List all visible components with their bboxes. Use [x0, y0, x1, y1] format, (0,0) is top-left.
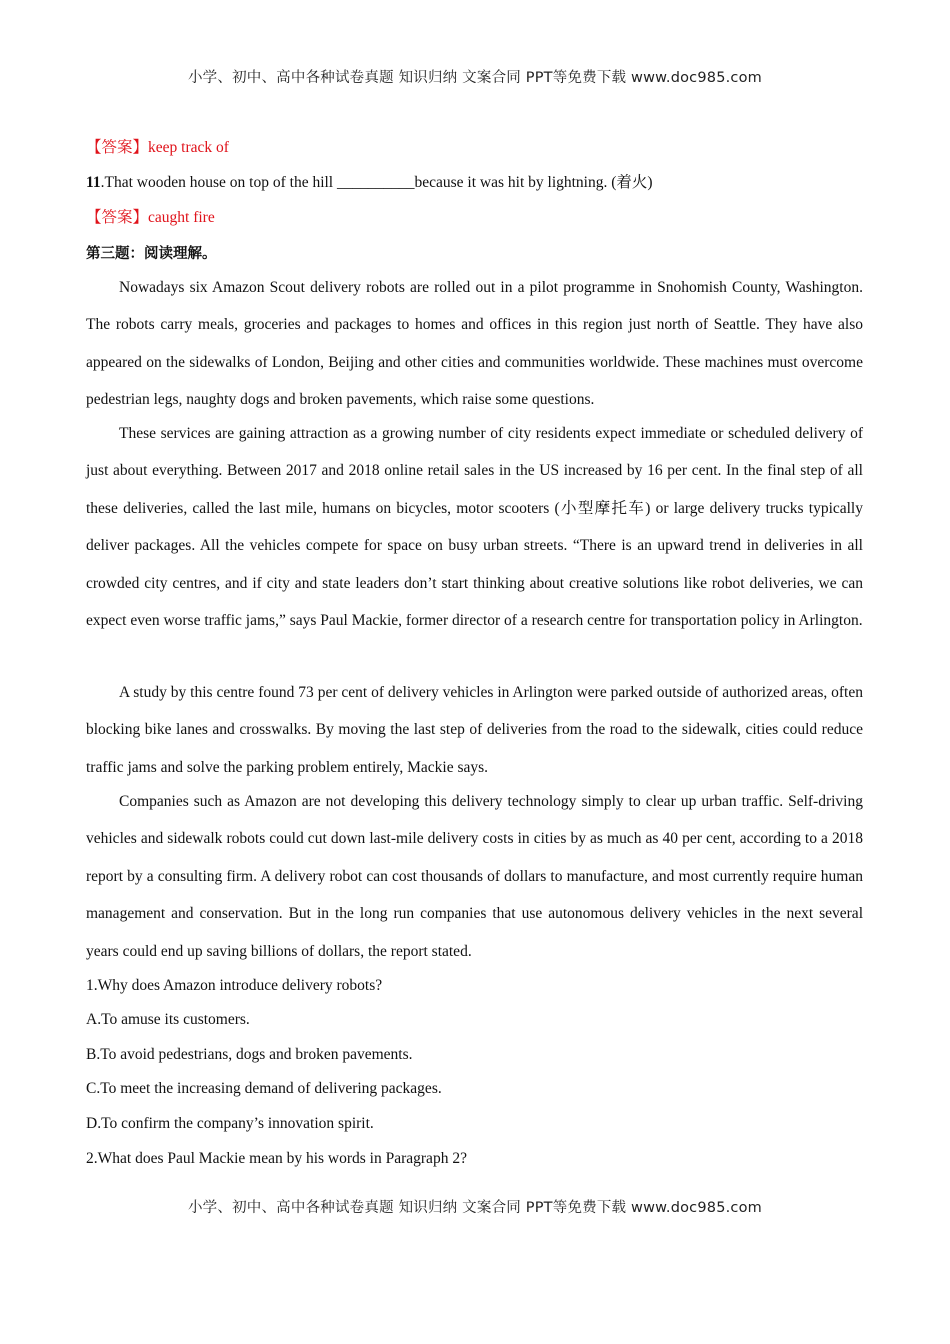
- answer-label: 【答案】: [86, 209, 149, 226]
- question-1-option-a: A.To amuse its customers.: [86, 1011, 250, 1028]
- passage-paragraph-3: A study by this centre found 73 per cent of delivery vehicles in Arlington were parked outside of authorized areas, often blocking bike lanes and crosswalks. By moving the last step of deliveries from the road to the sidewalk, cities could reduce traffic jams and solve the parking problem entirely, Mackie says.: [86, 684, 863, 776]
- question-number: 11: [86, 174, 101, 191]
- question-text-after: because it was hit by lightning. (着火): [414, 174, 653, 191]
- footer-banner: 小学、初中、高中各种试卷真题 知识归纳 文案合同 PPT等免费下载 www.doc985.com: [187, 1200, 763, 1216]
- answer-11: [86, 208, 863, 228]
- question-1-option-d: D.To confirm the company’s innovation spirit.: [86, 1115, 374, 1132]
- header-banner: 小学、初中、高中各种试卷真题 知识归纳 文案合同 PPT等免费下载 www.doc985.com: [187, 70, 763, 86]
- question-11: [86, 173, 863, 193]
- answer-label: 【答案】: [86, 139, 149, 156]
- answer-blank: __________: [337, 174, 415, 191]
- section-title: 第三题：阅读理解。: [86, 246, 217, 262]
- passage-paragraph-4: Companies such as Amazon are not developing this delivery technology simply to clear up urban traffic. Self-driving vehicles and sidewalk robots could cut down last-mile delivery costs in cities by as much as 40 per cent, according to a 2018 report by a consulting firm. A delivery robot can cost thousands of dollars to manufacture, and most currently require human management and conservation. But in the long run companies that use autonomous delivery vehicles in the next several years could end up saving billions of dollars, the report stated.: [86, 793, 863, 960]
- answer-text: caught fire: [148, 209, 215, 226]
- passage-paragraph-2: These services are gaining attraction as a growing number of city residents expect immediate or scheduled delivery of just about everything. Between 2017 and 2018 online retail sales in the US increased by 16 per cent. In the final step of all these deliveries, called the last mile, humans on bicycles, motor scooters (小型摩托车) or large delivery trucks typically deliver packages. All the vehicles compete for space on busy urban streets. “There is an upward trend in deliveries in all crowded city centres, and if city and state leaders don’t start thinking about creative solutions like robot deliveries, we can expect even worse traffic jams,” says Paul Mackie, former director of a research centre for transportation policy in Arlington.: [86, 425, 863, 630]
- question-2-stem: 2.What does Paul Mackie mean by his words in Paragraph 2?: [86, 1150, 467, 1167]
- question-1-option-b: B.To avoid pedestrians, dogs and broken pavements.: [86, 1046, 413, 1063]
- answer-text: keep track of: [148, 139, 229, 156]
- question-1-option-c: C.To meet the increasing demand of delivering packages.: [86, 1080, 442, 1097]
- question-1-stem: 1.Why does Amazon introduce delivery robots?: [86, 977, 383, 994]
- passage-paragraph-1: Nowadays six Amazon Scout delivery robots are rolled out in a pilot programme in Snohomish County, Washington. The robots carry meals, groceries and packages to homes and offices in this region just north of Seattle. They have also appeared on the sidewalks of London, Beijing and other cities and communities worldwide. These machines must overcome pedestrian legs, naughty dogs and broken pavements, which raise some questions.: [86, 279, 863, 409]
- question-text-before: .That wooden house on top of the hill: [100, 174, 337, 191]
- answer-10: [86, 138, 863, 158]
